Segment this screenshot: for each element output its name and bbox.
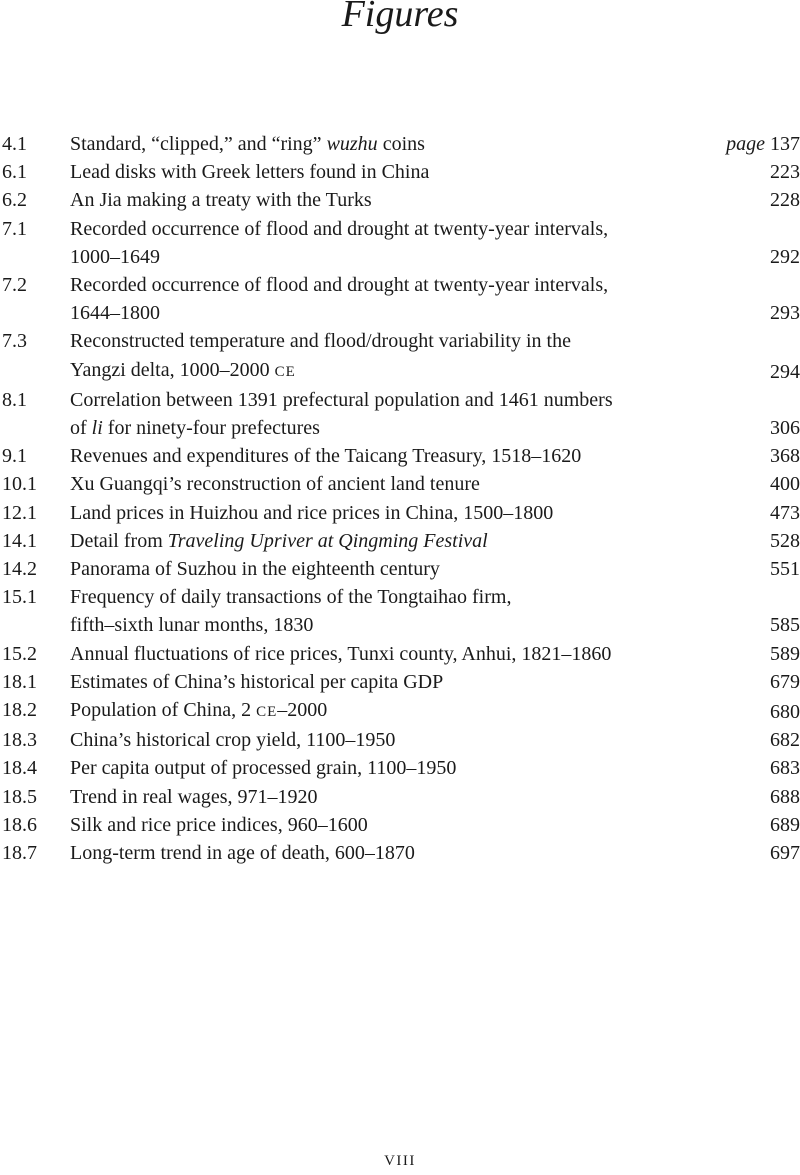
figure-number: 18.6	[2, 813, 37, 836]
figure-number: 14.1	[2, 529, 37, 552]
figure-page: 682	[770, 729, 800, 752]
figure-caption: Reconstructed temperature and flood/drought variability in the Yangzi delta, 1000–2000 CE	[70, 330, 571, 381]
figure-caption: Trend in real wages, 971–1920	[70, 785, 318, 808]
figure-page: 689	[770, 813, 800, 836]
page-folio: VIII	[384, 1153, 416, 1169]
figure-caption: Correlation between 1391 prefectural population and 1461 numbers of li for ninety-four prefectures	[70, 388, 613, 440]
figure-page: 228	[770, 189, 800, 212]
figure-page: 679	[770, 670, 800, 693]
figure-caption: Annual fluctuations of rice prices, Tunxi county, Anhui, 1821–1860	[70, 642, 612, 665]
figure-page: 294	[770, 360, 800, 383]
list-item	[0, 754, 800, 782]
list-item	[0, 783, 800, 811]
figure-page: 688	[770, 785, 800, 808]
figure-page: 292	[770, 245, 800, 268]
figure-number: 18.4	[2, 757, 37, 780]
figure-page: 589	[770, 642, 800, 665]
figure-caption: Silk and rice price indices, 960–1600	[70, 813, 368, 836]
figure-page: 585	[770, 614, 800, 637]
figure-number: 4.1	[2, 133, 27, 155]
figure-number: 18.2	[2, 699, 37, 722]
figure-number: 7.1	[2, 217, 27, 240]
list-item	[0, 470, 800, 498]
figure-caption: An Jia making a treaty with the Turks	[70, 189, 372, 212]
list-item	[0, 555, 800, 583]
figure-number: 7.2	[2, 274, 27, 297]
figure-page: 697	[770, 842, 800, 865]
list-item	[0, 442, 800, 470]
list-item	[0, 668, 800, 696]
figure-number: 8.1	[2, 388, 27, 411]
figure-caption: Per capita output of processed grain, 1100–1950	[70, 757, 457, 780]
figure-caption: Frequency of daily transactions of the Tongtaihao firm, fifth–sixth lunar months, 1830	[70, 586, 512, 637]
list-item	[0, 186, 800, 214]
figure-number: 10.1	[2, 473, 37, 496]
list-item	[0, 839, 800, 867]
figure-number: 18.1	[2, 670, 37, 693]
figure-caption: Population of China, 2 CE–2000	[70, 699, 328, 722]
list-item	[0, 327, 800, 385]
list-item	[0, 130, 800, 158]
figure-page: 368	[770, 445, 800, 468]
figure-caption: Xu Guangqi’s reconstruction of ancient land tenure	[70, 473, 480, 496]
figure-page: 306	[770, 417, 800, 440]
figure-page: 223	[770, 161, 800, 184]
figure-number: 14.2	[2, 558, 37, 581]
figure-caption: China’s historical crop yield, 1100–1950	[70, 729, 396, 752]
figure-caption: Recorded occurrence of flood and drought at twenty-year intervals, 1000–1649	[70, 217, 609, 268]
figure-number: 6.2	[2, 189, 27, 212]
figure-caption: Panorama of Suzhou in the eighteenth century	[70, 558, 440, 581]
figure-page: page 137	[726, 133, 800, 155]
list-item	[0, 158, 800, 186]
list-item	[0, 215, 800, 271]
figure-page: 683	[770, 757, 800, 780]
figure-number: 18.5	[2, 785, 37, 808]
list-item	[0, 527, 800, 555]
figure-caption: Revenues and expenditures of the Taicang Treasury, 1518–1620	[70, 445, 582, 468]
figure-number: 12.1	[2, 501, 37, 524]
list-item	[0, 696, 800, 726]
figure-caption: Standard, “clipped,” and “ring” wuzhu coins	[70, 133, 425, 155]
figure-number: 15.2	[2, 642, 37, 665]
figures-list	[0, 130, 800, 867]
figure-number: 15.1	[2, 586, 37, 609]
figure-caption: Recorded occurrence of flood and drought at twenty-year intervals, 1644–1800	[70, 274, 609, 325]
list-item	[0, 583, 800, 639]
figure-number: 6.1	[2, 161, 27, 184]
list-item	[0, 640, 800, 668]
figure-page: 680	[770, 701, 800, 724]
figure-page: 473	[770, 501, 800, 524]
list-item	[0, 386, 800, 442]
page-prefix: page	[726, 133, 765, 155]
page-title: Figures	[341, 0, 459, 35]
list-item	[0, 499, 800, 527]
figure-caption: Detail from Traveling Upriver at Qingming Festival	[70, 529, 488, 552]
figure-caption: Long-term trend in age of death, 600–1870	[70, 842, 415, 865]
figure-number: 9.1	[2, 445, 27, 468]
figure-caption: Land prices in Huizhou and rice prices in China, 1500–1800	[70, 501, 554, 524]
figure-number: 7.3	[2, 330, 27, 353]
figure-caption: Lead disks with Greek letters found in China	[70, 161, 430, 184]
figure-page: 400	[770, 473, 800, 496]
figure-caption: Estimates of China’s historical per capita GDP	[70, 670, 444, 693]
list-item	[0, 271, 800, 327]
list-item	[0, 811, 800, 839]
figure-page: 293	[770, 302, 800, 325]
figure-page: 528	[770, 529, 800, 552]
list-item	[0, 726, 800, 754]
figure-page: 551	[770, 558, 800, 581]
figure-number: 18.7	[2, 842, 37, 865]
figure-number: 18.3	[2, 729, 37, 752]
